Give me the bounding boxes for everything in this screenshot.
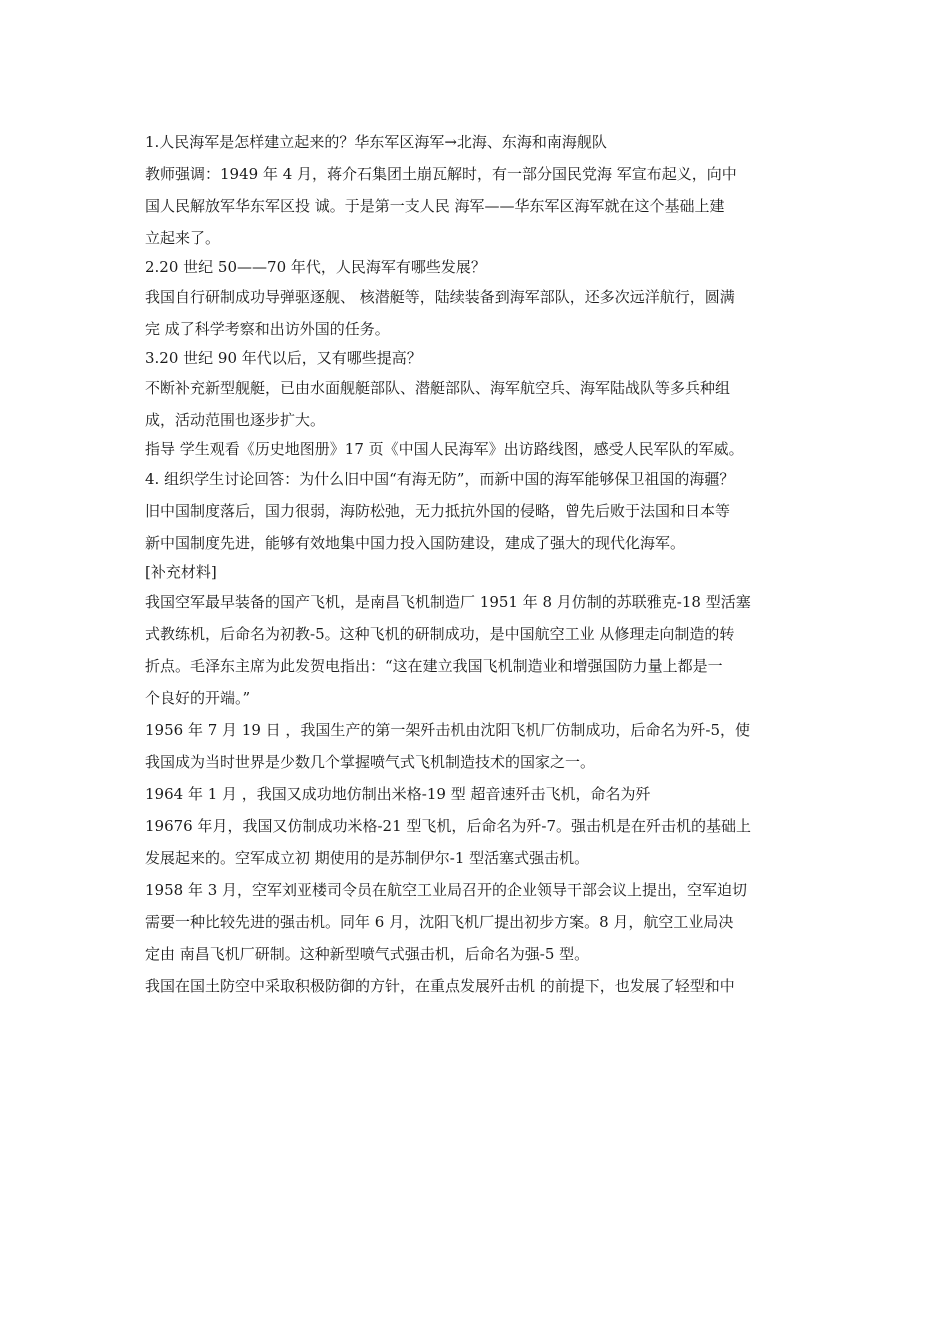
text-line: 国人民解放军华东军区投 诚。于是第一支人民 海军——华东军区海军就在这个基础上建 xyxy=(145,197,725,215)
text-line: 我国成为当时世界是少数几个掌握喷气式飞机制造技术的国家之一。 xyxy=(145,753,596,771)
text-line: 折点。毛泽东主席为此发贺电指出：“这在建立我国飞机制造业和增强国防力量上都是一 xyxy=(145,657,723,675)
text-line: 式教练机，后命名为初教-5。这种飞机的研制成功，是中国航空工业 从修理走向制造的转 xyxy=(145,625,735,643)
text-line: 成，活动范围也逐步扩大。 xyxy=(145,411,326,429)
text-line: 不断补充新型舰艇，已由水面舰艇部队、潜艇部队、海军航空兵、海军陆战队等多兵种组 xyxy=(145,379,731,397)
text-line: 19676 年月，我国又仿制成功米格-21 型飞机，后命名为歼-7。强击机是在歼击机的基础上 xyxy=(145,817,752,835)
text-line: 2.20 世纪 50——70 年代，人民海军有哪些发展？ xyxy=(145,258,486,276)
text-line: [补充材料] xyxy=(145,563,217,581)
text-line: 3.20 世纪 90 年代以后，又有哪些提高？ xyxy=(145,349,422,367)
text-line: 指导 学生观看《历史地图册》17 页《中国人民海军》出访路线图，感受人民军队的军威。 xyxy=(145,440,744,458)
text-line: 立起来了。 xyxy=(145,229,221,247)
text-line: 完 成了科学考察和出访外国的任务。 xyxy=(145,320,390,338)
text-line: 1958 年 3 月，空军刘亚楼司令员在航空工业局召开的企业领导干部会议上提出，空军迫切 xyxy=(145,881,748,899)
text-line: 1.人民海军是怎样建立起来的？华东军区海军→北海、东海和南海舰队 xyxy=(145,133,607,151)
text-line: 个良好的开端。” xyxy=(145,689,251,707)
text-line: 我国空军最早装备的国产飞机，是南昌飞机制造厂 1951 年 8 月仿制的苏联雅克-18 型活塞 xyxy=(145,593,751,611)
text-line: 定由 南昌飞机厂研制。这种新型喷气式强击机，后命名为强-5 型。 xyxy=(145,945,590,963)
text-line: 我国在国土防空中采取积极防御的方针，在重点发展歼击机 的前提下，也发展了轻型和中 xyxy=(145,977,735,995)
text-line: 教师强调：1949 年 4 月，蒋介石集团土崩瓦解时，有一部分国民党海 军宣布起义，向中 xyxy=(145,165,737,183)
text-line: 我国自行研制成功导弹驱逐舰、 核潜艇等，陆续装备到海军部队，还多次远洋航行，圆满 xyxy=(145,288,735,306)
text-line: 新中国制度先进，能够有效地集中国力投入国防建设，建成了强大的现代化海军。 xyxy=(145,534,686,552)
text-line: 需要一种比较先进的强击机。同年 6 月，沈阳飞机厂提出初步方案。8 月，航空工业局决 xyxy=(145,913,734,931)
text-line: 发展起来的。空军成立初 期使用的是苏制伊尔-1 型活塞式强击机。 xyxy=(145,849,590,867)
text-line: 旧中国制度落后，国力很弱，海防松弛，无力抵抗外国的侵略，曾先后败于法国和日本等 xyxy=(145,502,731,520)
text-line: 1964 年 1 月 ，我国又成功地仿制出米格-19 型 超音速歼击飞机，命名为歼 xyxy=(145,785,651,803)
document-body xyxy=(145,126,835,1002)
text-line: 4. 组织学生讨论回答：为什么旧中国“有海无防”，而新中国的海军能够保卫祖国的海疆？ xyxy=(145,470,735,488)
text-line: 1956 年 7 月 19 日 ，我国生产的第一架歼击机由沈阳飞机厂仿制成功，后命名为歼-5，使 xyxy=(145,721,751,739)
